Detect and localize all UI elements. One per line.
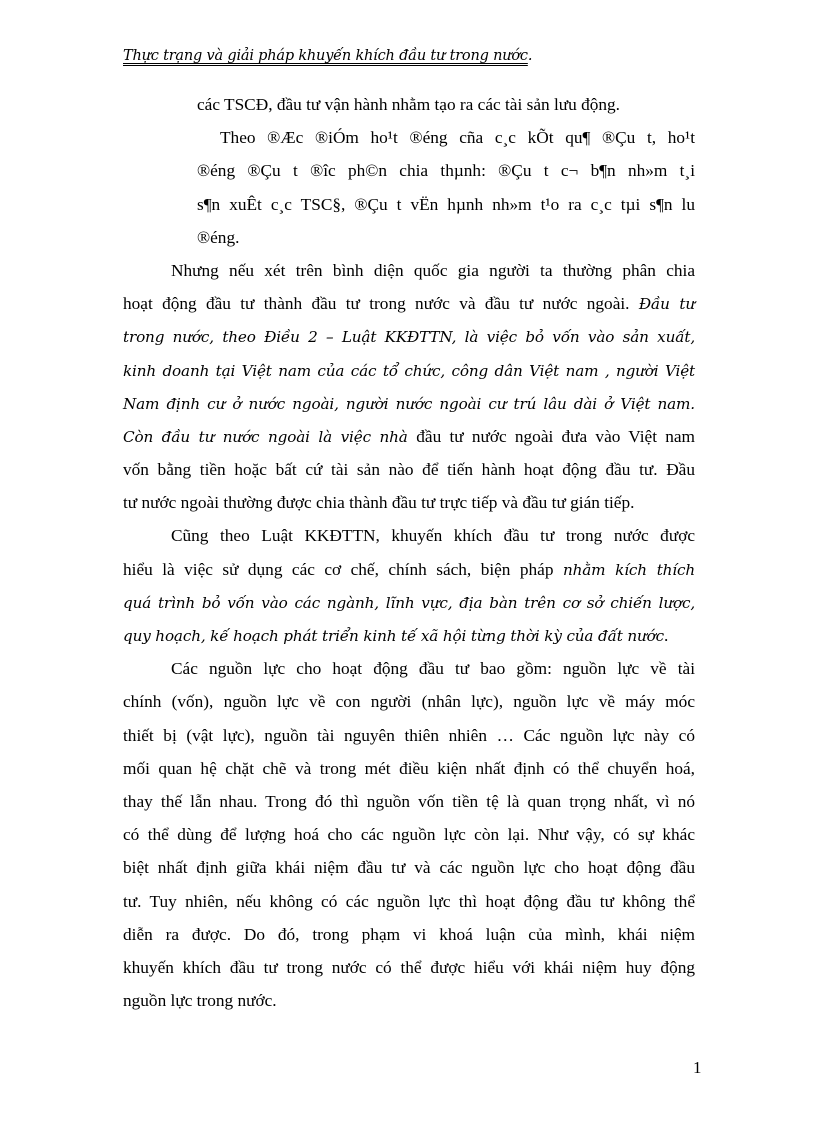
text-line: [123, 486, 695, 519]
text-line: [123, 553, 695, 586]
text-run: tư. Tuy nhiên, nếu không có các nguồn lực thì hoạt động đầu tư không thể: [123, 891, 695, 911]
text-run: có thể dùng để lượng hoá cho các nguồn lực còn lại. Như vậy, có sự khác: [123, 825, 695, 845]
text-line: s¶n xuÊt c¸c TSC§, ®Çu t vËn hµnh nh»m t¹o ra c¸c tµi s¶n lu: [197, 194, 695, 214]
text-line: [123, 619, 695, 652]
text-run: nguồn lực trong nước.: [123, 991, 277, 1011]
text-line: ®éng.: [197, 227, 240, 247]
paragraph-2: [123, 519, 695, 652]
italic-text: Còn đầu tư nước ngoài là việc nhà: [123, 427, 417, 446]
text-line: [123, 420, 695, 453]
running-header: [123, 48, 532, 64]
text-line: Theo ®Æc ®iÓm ho¹t ®éng cña c¸c kÕt qu¶ ®Çu t, ho¹t: [220, 128, 695, 148]
body-text: [123, 88, 695, 1017]
text-run: chính (vốn), nguồn lực về con người (nhân lực), nguồn lực về máy móc: [123, 692, 695, 712]
page-number: 1: [693, 1058, 702, 1077]
text-run: Nhưng nếu xét trên bình diện quốc gia người ta thường phân chia: [171, 260, 695, 280]
text-line: [123, 918, 695, 951]
running-header-period: .: [527, 48, 533, 64]
text-line: [123, 785, 695, 818]
text-line: [123, 387, 695, 420]
text-run: hoạt động đầu tư thành đầu tư trong nước và đầu tư nước ngoài.: [123, 294, 639, 314]
italic-text: quy hoạch, kế hoạch phát triển kinh tế xã hội từng thời kỳ của đất nước: [123, 627, 664, 645]
text-line: các TSCĐ, đầu tư vận hành nhằm tạo ra các tài sản lưu động.: [197, 95, 620, 114]
text-line: [123, 719, 695, 752]
text-run: diễn ra được. Do đó, trong phạm vi khoá luận của mình, khái niệm: [123, 924, 695, 944]
italic-text: trong nước, theo Điều 2 – Luật KKĐTTN, là việc bỏ vốn vào sản xuất,: [123, 328, 695, 347]
text-run: Các nguồn lực cho hoạt động đầu tư bao gồm: nguồn lực về tài: [171, 659, 695, 679]
italic-text: Nam định cư ở nước ngoài, người nước ngoài cư trú lâu dài ở Việt nam.: [123, 394, 695, 413]
text-run: vốn bằng tiền hoặc bất cứ tài sản nào để tiến hành hoạt động đầu tư. Đầu: [123, 460, 695, 480]
text-run: thiết bị (vật lực), nguồn tài nguyên thiên nhiên … Các nguồn lực này có: [123, 725, 695, 745]
text-run: khuyến khích đầu tư trong nước có thể được hiểu với khái niệm huy động: [123, 957, 695, 977]
italic-text: nhằm kích thích: [562, 560, 695, 579]
text-line: [123, 851, 695, 884]
text-line: [123, 752, 695, 785]
text-run: tư nước ngoài thường được chia thành đầu tư trực tiếp và đầu tư gián tiếp.: [123, 493, 635, 513]
text-line: [123, 652, 695, 685]
text-run: hiểu là việc sử dụng các cơ chế, chính sách, biện pháp: [123, 559, 563, 579]
text-run: thay thế lẫn nhau. Trong đó thì nguồn vốn tiền tệ là quan trọng nhất, vì nó: [123, 791, 695, 811]
italic-text: kinh doanh tại Việt nam của các tổ chức, công dân Việt nam , người Việt: [123, 361, 695, 380]
text-line: [123, 586, 695, 619]
italic-text: Đầu tư: [638, 295, 695, 314]
text-line: [123, 254, 695, 287]
text-run: .: [663, 626, 669, 645]
text-line: [123, 453, 695, 486]
text-line: [123, 818, 695, 851]
text-line: [123, 951, 695, 984]
running-header-title: Thực trạng và giải pháp khuyến khích đầu tư trong nước: [123, 48, 528, 64]
text-line: ®éng ®Çu t ®îc ph©n chia thµnh: ®Çu t c¬ b¶n nh»m t¸i: [197, 161, 695, 181]
text-line: [123, 885, 695, 918]
text-line: [123, 519, 695, 552]
text-line: [123, 320, 695, 353]
italic-text: quá trình bỏ vốn vào các ngành, lĩnh vực, địa bàn trên cơ sở chiến lược,: [123, 593, 695, 612]
text-run: biệt nhất định giữa khái niệm đầu tư và các nguồn lực cho hoạt động đầu: [123, 858, 695, 878]
text-run: mối quan hệ chặt chẽ và trong mét điều kiện nhất định có thể chuyển hoá,: [123, 758, 695, 778]
indented-block: [123, 88, 695, 254]
text-line: [123, 287, 695, 320]
text-run: đầu tư nước ngoài đưa vào Việt nam: [416, 426, 696, 446]
text-run: Cũng theo Luật KKĐTTN, khuyến khích đầu tư trong nước được: [171, 526, 695, 546]
paragraph-3: [123, 652, 695, 1017]
text-line: [123, 354, 695, 387]
text-line: [123, 685, 695, 718]
paragraph-1: [123, 254, 695, 520]
text-line: [123, 984, 695, 1017]
